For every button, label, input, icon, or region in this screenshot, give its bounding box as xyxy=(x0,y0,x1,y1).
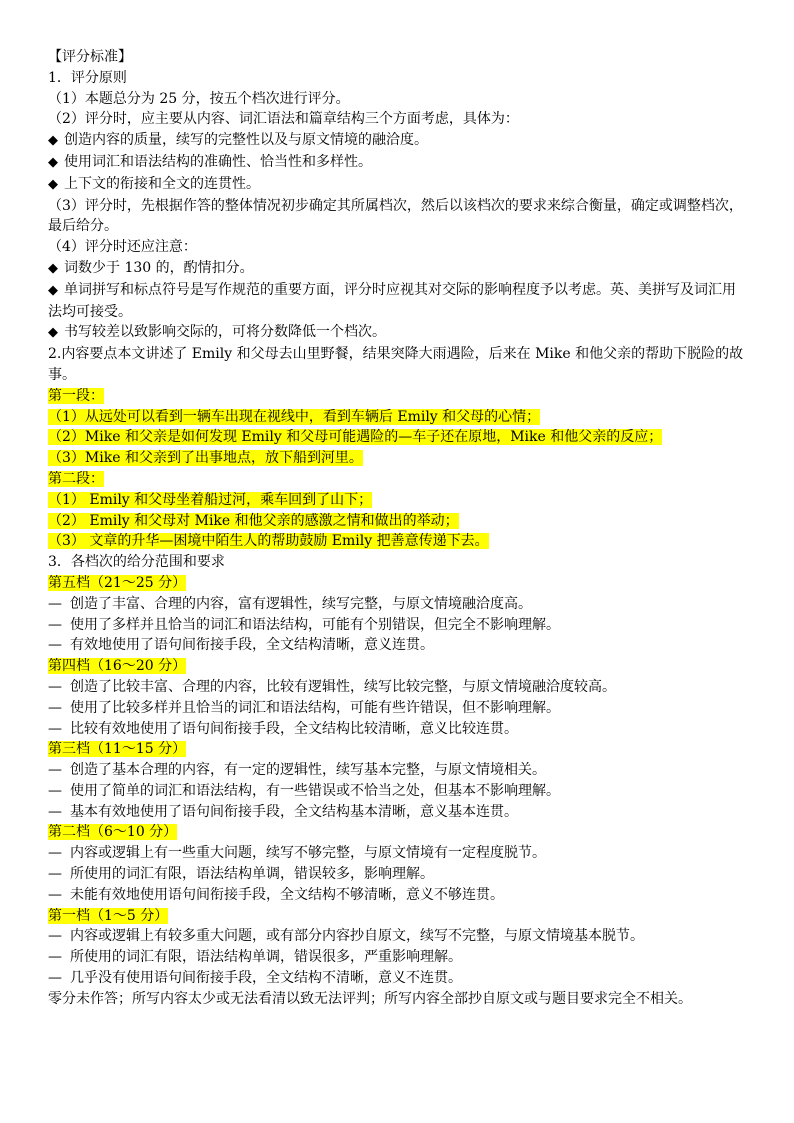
bullet-item: ◆ 单词拼写和标点符号是写作规范的重要方面，评分时应视其对交际的影响程度予以考虑。英、美拼写及词汇用法均可接受。 xyxy=(48,281,736,320)
diamond-icon: ◆ xyxy=(48,325,58,341)
diamond-icon: ◆ xyxy=(48,133,58,149)
principle-item-2: （2）评分时，应主要从内容、词汇语法和篇章结构三个方面考虑，具体为： xyxy=(48,111,519,128)
para2-point: （2） Emily 和父母对 Mike 和他父亲的感激之情和做出的举动； xyxy=(48,512,459,529)
tier-item: — 创造了丰富、合理的内容，富有逻辑性，续写完整，与原文情境融洽度高。 xyxy=(48,595,532,612)
bullet-item: ◆ 使用词汇和语法结构的准确性、恰当性和多样性。 xyxy=(48,153,372,170)
tier-item: — 比较有效地使用了语句间衔接手段，全文结构比较清晰，意义比较连贯。 xyxy=(48,720,518,737)
bullet-item: ◆ 词数少于 130 的，酌情扣分。 xyxy=(48,259,254,276)
tier-item: — 使用了简单的词汇和语法结构，有一些错误或不恰当之处，但基本不影响理解。 xyxy=(48,782,560,799)
tier-label: 第三档（11～15 分） xyxy=(48,741,187,758)
diamond-icon: ◆ xyxy=(48,176,58,192)
tier-item: — 创造了比较丰富、合理的内容，比较有逻辑性，续写比较完整，与原文情境融洽度较高。 xyxy=(48,678,616,695)
principle-item-3: （3）评分时，先根据作答的整体情况初步确定其所属档次，然后以该档次的要求来综合衡量，确定或调整档次，最后给分。 xyxy=(48,197,743,235)
para2-label: 第二段： xyxy=(48,470,104,487)
tier-label: 第一档（1～5 分） xyxy=(48,907,169,924)
tier-item: — 内容或逻辑上有一些重大问题，续写不够完整，与原文情境有一定程度脱节。 xyxy=(48,845,546,862)
para1-point: （3）Mike 和父亲到了出事地点，放下船到河里。 xyxy=(48,450,363,467)
para1-point: （1）从远处可以看到一辆车出现在视线中，看到车辆后 Emily 和父母的心情； xyxy=(48,408,541,425)
principles-heading: 1．评分原则 xyxy=(48,69,127,86)
tier-label: 第四档（16～20 分） xyxy=(48,658,187,675)
bullet-item: ◆ 上下文的衔接和全文的连贯性。 xyxy=(48,175,260,192)
scoring-document xyxy=(48,47,748,1010)
tier-item: — 使用了比较多样并且恰当的词汇和语法结构，可能有些许错误，但不影响理解。 xyxy=(48,699,560,716)
tier-item: — 使用了多样并且恰当的词汇和语法结构，可能有个别错误，但完全不影响理解。 xyxy=(48,616,560,633)
tier-item: — 几乎没有使用语句间衔接手段，全文结构不清晰，意义不连贯。 xyxy=(48,970,462,987)
tier-item: — 创造了基本合理的内容，有一定的逻辑性，续写基本完整，与原文情境相关。 xyxy=(48,762,546,779)
diamond-icon: ◆ xyxy=(48,282,58,298)
principle-item-1: （1）本题总分为 25 分，按五个档次进行评分。 xyxy=(48,90,350,107)
principle-item-4: （4）评分时还应注意： xyxy=(48,239,197,256)
content-heading: 2.内容要点本文讲述了 Emily 和父母去山里野餐，结果突降大雨遇险，后来在 Mike 和他父亲的帮助下脱险的故事。 xyxy=(48,346,744,383)
para2-point: （3） 文章的升华—困境中陌生人的帮助鼓励 Emily 把善意传递下去。 xyxy=(48,533,489,550)
tier-item: — 有效地使用了语句间衔接手段，全文结构清晰，意义连贯。 xyxy=(48,637,434,654)
para1-label: 第一段： xyxy=(48,387,104,404)
tier-item: — 内容或逻辑上有较多重大问题，或有部分内容抄自原文，续写不完整，与原文情境基本脱节。 xyxy=(48,928,644,945)
zero-score-note: 零分未作答；所写内容太少或无法看清以致无法评判；所写内容全部抄自原文或与题目要求完全不相关。 xyxy=(48,990,692,1007)
diamond-icon: ◆ xyxy=(48,154,58,170)
diamond-icon: ◆ xyxy=(48,260,58,276)
tier-label: 第二档（6～10 分） xyxy=(48,824,178,841)
tier-item: — 未能有效地使用语句间衔接手段，全文结构不够清晰，意义不够连贯。 xyxy=(48,886,504,903)
para2-point: （1） Emily 和父母坐着船过河，乘车回到了山下； xyxy=(48,491,373,508)
tier-label: 第五档（21～25 分） xyxy=(48,574,187,591)
bullet-item: ◆ 书写较差以致影响交际的，可将分数降低一个档次。 xyxy=(48,324,386,341)
tier-item: — 所使用的词汇有限，语法结构单调，错误很多，严重影响理解。 xyxy=(48,949,462,966)
tier-item: — 基本有效地使用了语句间衔接手段，全文结构基本清晰，意义基本连贯。 xyxy=(48,803,518,820)
doc-title: 【评分标准】 xyxy=(48,49,132,65)
levels-heading: 3．各档次的给分范围和要求 xyxy=(48,554,225,571)
tier-item: — 所使用的词汇有限，语法结构单调，错误较多，影响理解。 xyxy=(48,866,434,883)
para1-point: （2）Mike 和父亲是如何发现 Emily 和父母可能遇险的—车子还在原地，Mike 和他父亲的反应； xyxy=(48,429,663,446)
bullet-item: ◆ 创造内容的质量，续写的完整性以及与原文情境的融洽度。 xyxy=(48,132,428,149)
